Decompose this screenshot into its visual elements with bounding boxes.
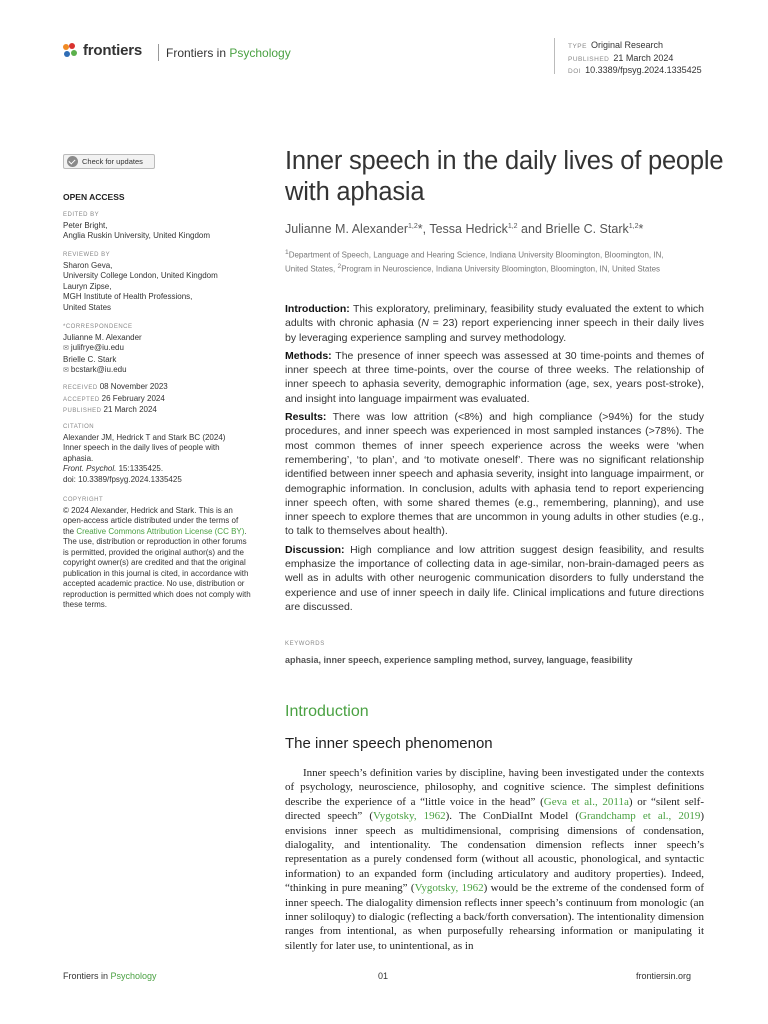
reviewed-by: REVIEWED BY Sharon Geva, University College London, United Kingdom Lauryn Zipse, MGH Institute of Health Professions, United States bbox=[63, 252, 218, 312]
email-link[interactable]: bcstark@iu.edu bbox=[70, 365, 127, 374]
section-heading: Introduction bbox=[285, 703, 369, 720]
reference-link[interactable]: Geva et al., 2011a bbox=[543, 795, 629, 808]
dates: RECEIVED 08 November 2023 ACCEPTED 26 February 2024 PUBLISHED 21 March 2024 bbox=[63, 382, 168, 414]
logo-text: frontiers bbox=[83, 42, 143, 59]
page-number: 01 bbox=[378, 971, 389, 981]
author-list: Julianne M. Alexander$^{1,2}$*, Tessa Hedrick$^{1,2}$ and Brielle C. Stark$^{1,2}$* bbox=[285, 222, 644, 236]
citation-doi[interactable]: doi: 10.3389/fpsyg.2024.1335425 bbox=[63, 474, 182, 484]
footer-site-link[interactable]: frontiersin.org bbox=[636, 971, 692, 981]
body-paragraph: Inner speech’s definition varies by discipline, having been investigated under the contexts of psychology, neuroscience, philosophy, and cognitive science. The simplest definitions describe the experience of a “little voice in the head” (Geva et al., 2011a) or “silent self-directed speech” (Vygotsky, 1962). The ConDialInt Model (Grandchamp et al., 2019) envisions inner speech as multidimensional, comprising dimensions of condensation, dialogality, and intentionality. The condensation dimension reflects inner speech’s representation as a purely condensed form (without all acoustic, phonological, and syntactic information) to an expanded form (including articulatory and auditory properties). Indeed, “thinking in pure meaning” (Vygotsky, 1962) would be the extreme of the condensed form of inner speech. The dialogality dimension reflects inner speech’s continuum from monologic (an inner soliloquy) to dialogic (reflecting a back/forth conversation). The intentionality dimension ranges from intentional, as when purposefully rehearsing information or manipulating it silently for later use, to unintentional, as in bbox=[285, 767, 704, 952]
keywords-label: KEYWORDS bbox=[285, 641, 325, 647]
email-link[interactable]: julifrye@iu.edu bbox=[70, 343, 124, 352]
header-divider bbox=[158, 44, 159, 61]
keywords-list: aphasia, inner speech, experience sampling method, survey, language, feasibility bbox=[285, 655, 633, 665]
article-meta: TYPE Original Research PUBLISHED 21 March 2024 DOI 10.3389/fpsyg.2024.1335425 bbox=[568, 40, 702, 75]
author-link[interactable]: Tessa Hedrick bbox=[429, 222, 508, 236]
article-title: Inner speech in the daily lives of people with aphasia bbox=[285, 147, 724, 206]
license-link[interactable]: Creative Commons Attribution License (CC BY) bbox=[76, 526, 245, 536]
mail-icon: ✉ bbox=[63, 345, 69, 352]
article-type: Original Research bbox=[590, 40, 664, 50]
footer-journal: Frontiers in Psychology bbox=[63, 971, 157, 981]
citation: CITATION Alexander JM, Hedrick T and Stark BC (2024) Inner speech in the daily lives of people with aphasia. Front. Psychol. 15:1335425. doi: 10.3389/fpsyg.2024.1335425 bbox=[63, 422, 253, 485]
abstract-introduction: Introduction: This exploratory, preliminary, feasibility study evaluated the extent to which adults with chronic aphasia (N = 23) report experiencing inner speech in their daily lives by leveraging experience sampling and survey methodology. bbox=[285, 303, 704, 344]
subsection-heading: The inner speech phenomenon bbox=[285, 735, 493, 752]
abstract-results: Results: There was low attrition (<8%) and high compliance (>94%) for the study procedures, and inner speech was experienced in most sampled instances (>78%). The most common themes of inner speech experience across the weeks were ‘when remembering’, ‘to plan’, and ‘to motivate oneself’. There was no significant relationship identified between inner speech and aphasia severity, insight into language impairment, or demographic information. In conclusion, adults with aphasia tend to report experiencing inner speech often, with some shared themes (e.g., remembering, planning), and use inner speech to explore themes that are uncommon in young adults in other studies (e.g., to talk to themselves about health). bbox=[285, 411, 704, 538]
published-date: 21 March 2024 bbox=[613, 52, 674, 63]
check-icon bbox=[67, 156, 78, 167]
abstract bbox=[285, 302, 704, 618]
reference-link[interactable]: Vygotsky, 1962 bbox=[372, 810, 446, 823]
frontiers-logo[interactable] bbox=[63, 42, 142, 59]
affiliations: $^1$Department of Speech, Language and Hearing Science, Indiana University Bloomington, Bloomington, IN, United States, $^2$Program in Neuroscience, Indiana University Bloomington, Bloomington, IN, United States bbox=[285, 249, 664, 274]
frontiers-logo-icon bbox=[63, 43, 79, 59]
edited-by: EDITED BY Peter Bright, Anglia Ruskin University, United Kingdom bbox=[63, 212, 211, 240]
reference-link[interactable]: Vygotsky, 1962 bbox=[414, 882, 484, 895]
author-link[interactable]: Julianne M. Alexander bbox=[285, 222, 408, 236]
reference-link[interactable]: Grandchamp et al., 2019 bbox=[579, 810, 701, 823]
mail-icon: ✉ bbox=[63, 367, 69, 374]
meta-divider bbox=[554, 38, 555, 74]
correspondence: *CORRESPONDENCE Julianne M. Alexander ✉ julifrye@iu.edu Brielle C. Stark ✉ bcstark@iu.edu bbox=[63, 324, 142, 374]
copyright: COPYRIGHT © 2024 Alexander, Hedrick and Stark. This is an open-access article distributed under the terms of the Creative Commons Attribution License (CC BY). The use, distribution or reproduction in other forums is permitted, provided the original author(s) and the copyright owner(s) are credited and that the original publication in this journal is cited, in accordance with accepted academic practice. No use, distribution or reproduction is permitted which does not comply with these terms. bbox=[63, 497, 251, 609]
abstract-discussion: Discussion: High compliance and low attrition suggest design feasibility, and results emphasize the importance of collecting data in age-similar, non-brain-damaged peers as well as in adults with other neurogenic communication disorders to fully understand the experience and use of inner speech in daily life. Clinical implications and future directions are discussed. bbox=[285, 543, 704, 613]
author-link[interactable]: Brielle C. Stark bbox=[545, 222, 629, 236]
abstract-methods: Methods: The presence of inner speech was assessed at 30 time-points and themes of inner speech at three time-points, over the course of three weeks. The relationship of inner speech to aphasia severity, demographic information (age, sex, years post-stroke), and insight into language impairment was evaluated. bbox=[285, 349, 704, 405]
journal-name[interactable]: Frontiers in Psychology bbox=[166, 46, 291, 60]
open-access-label: OPEN ACCESS bbox=[63, 192, 125, 202]
doi-link[interactable]: 10.3389/fpsyg.2024.1335425 bbox=[585, 65, 702, 75]
check-for-updates-button[interactable]: Check for updates bbox=[63, 154, 155, 169]
